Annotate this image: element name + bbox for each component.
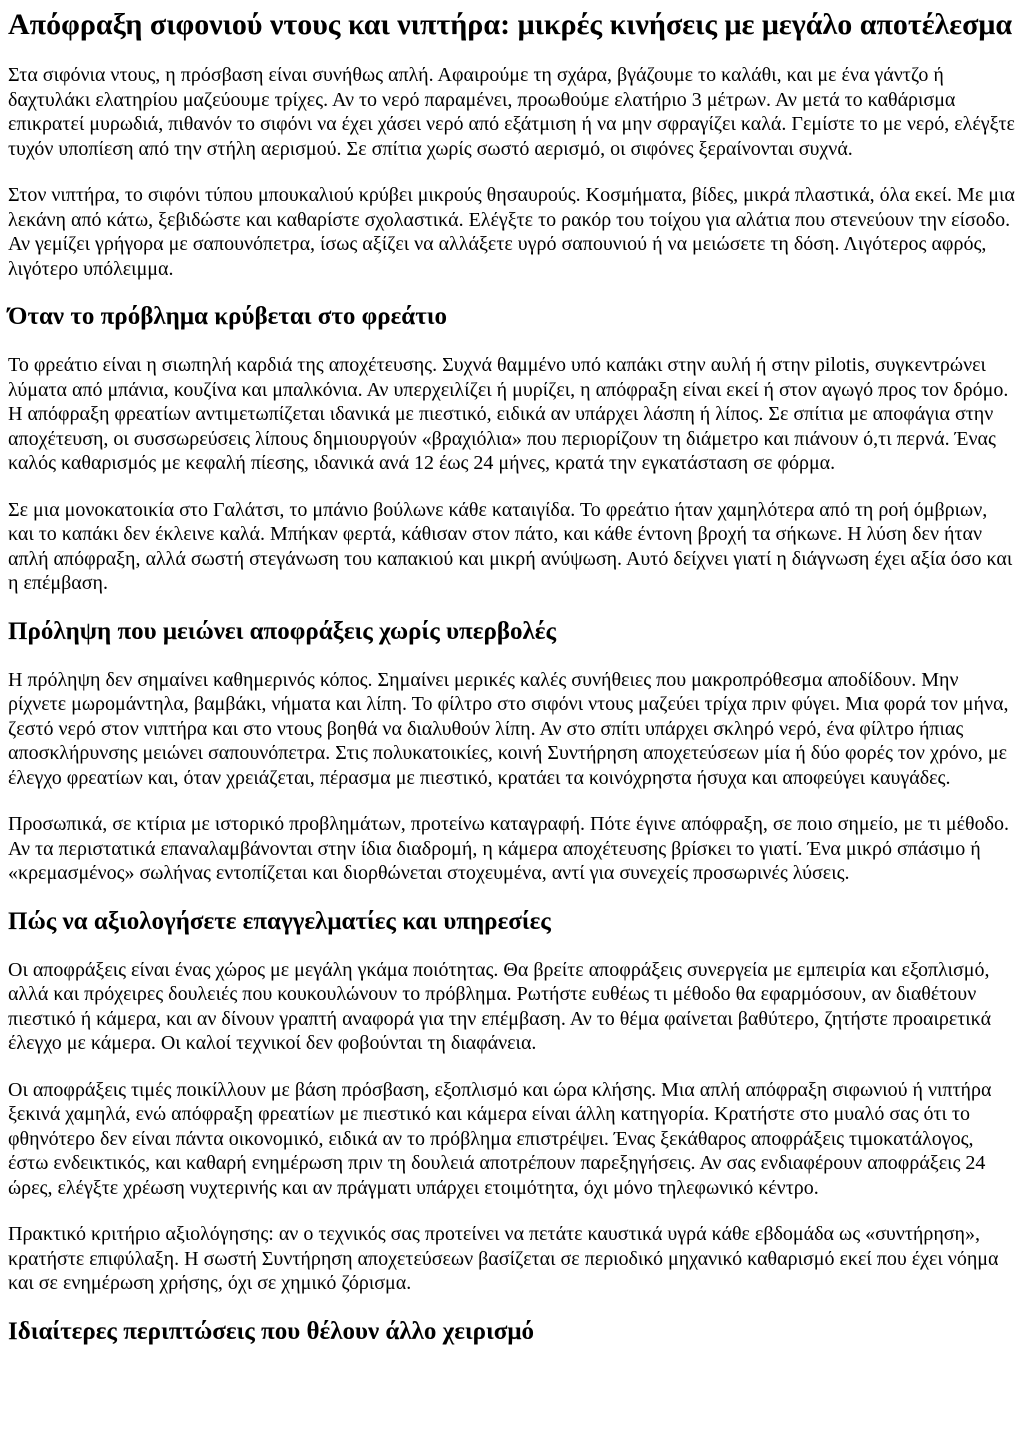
section-heading-freatio: Όταν το πρόβλημα κρύβεται στο φρεάτιο [8, 303, 448, 330]
intro-paragraph-1: Στα σιφόνια ντους, η πρόσβαση είναι συνήθως απλή. Αφαιρούμε τη σχάρα, βγάζουμε το καλάθι, και με ένα γάντζο ή δαχτυλάκι ελατηρίου μαζεύουμε τρίχες. Αν το νερό παραμένει, προωθούμε ελατήριο 3 μέτρων. Αν μετά το καθάρισμα επικρατεί μυρωδιά, πιθανόν το σιφόνι να έχει χάσει νερό από εξάτμιση ή να μην σφραγίζει καλά. Γεμίστε το με νερό, ελέγξτε τυχόν υποπίεση από την στήλη αερισμού. Σε σπίτια χωρίς σωστό αερισμό, οι σιφόνες ξεραίνονται συχνά. [8, 64, 1015, 160]
section-paragraph: Πρακτικό κριτήριο αξιολόγησης: αν ο τεχνικός σας προτείνει να πετάτε καυστικά υγρά κάθε εβδομάδα ως «συντήρηση», κρατήστε επιφύλαξη. Η σωστή Συντήρηση αποχετεύσεων βασίζεται σε περιοδικό μηχανικό καθαρισμό εκεί που έχει νόημα και σε ενημέρωση χρήσης, όχι σε χημικό ζόρισμα. [8, 1223, 999, 1294]
section-paragraph: Η πρόληψη δεν σημαίνει καθημερινός κόπος. Σημαίνει μερικές καλές συνήθειες που μακροπρόθεσμα αποδίδουν. Μην ρίχνετε μωρομάντηλα, βαμβάκι, νήματα και λίπη. Το φίλτρο στο σιφόνι ντους μαζεύει τρίχα πριν φύγει. Μια φορά τον μήνα, ζεστό νερό στον νιπτήρα και στο ντους βοηθά να διαλυθούν λίπη. Αν στο σπίτι υπάρχει σκληρό νερό, ένα φίλτρο ήπιας αποσκλήρυνσης μειώνει σαπουνόπετρα. Στις πολυκατοικίες, κοινή Συντήρηση αποχετεύσεων μία ή δύο φορές τον χρόνο, με έλεγχο φρεατίων και, όταν χρειάζεται, πέρασμα με πιεστικό, κρατάει τα κοινόχρηστα ήσυχα και αποφεύγει καυγάδες. [8, 668, 1009, 789]
section-heading-axiologisi: Πώς να αξιολογήσετε επαγγελματίες και υπηρεσίες [8, 907, 551, 935]
section-heading-prolipsi: Πρόληψη που μειώνει αποφράξεις χωρίς υπερβολές [8, 617, 556, 645]
page-title: Απόφραξη σιφονιού ντους και νιπτήρα: μικρές κινήσεις με μεγάλο αποτέλεσμα [8, 8, 1013, 41]
section-paragraph: Οι αποφράξεις τιμές ποικίλλουν με βάση πρόσβαση, εξοπλισμό και ώρα κλήσης. Μια απλή απόφραξη σιφωνιού ή νιπτήρα ξεκινά χαμηλά, ενώ απόφραξη φρεατίων με πιεστικό και κάμερα είναι άλλη κατηγορία. Κρατήστε στο μυαλό σας ότι το φθηνότερο δεν είναι πάντα οικονομικό, ειδικά αν το πρόβλημα επιστρέψει. Ένας ξεκάθαρος αποφράξεις τιμοκατάλογος, έστω ενδεικτικός, και καθαρή ενημέρωση πριν τη δουλειά αποτρέπουν παρεξηγήσεις. Αν σας ενδιαφέρουν αποφράξεις 24 ώρες, ελέγξτε χρέωση νυχτερινής και αν πράγματι υπάρχει ετοιμότητα, όχι μόνο τηλεφωνικό κέντρο. [8, 1078, 992, 1199]
section-paragraph: Σε μια μονοκατοικία στο Γαλάτσι, το μπάνιο βούλωνε κάθε καταιγίδα. Το φρεάτιο ήταν χαμηλότερα από τη ροή όμβριων, και το καπάκι δεν έκλεινε καλά. Μπήκαν φερτά, κάθισαν στον πάτο, και κάθε έντονη βροχή τα σήκωνε. Η λύση δεν ήταν απλή απόφραξη, αλλά σωστή στεγάνωση του καπακιού και μικρή ανύψωση. Αυτό δείχνει γιατί η διάγνωση έχει αξία όσο και η επέμβαση. [8, 498, 1013, 594]
section-paragraph: Προσωπικά, σε κτίρια με ιστορικό προβλημάτων, προτείνω καταγραφή. Πότε έγινε απόφραξη, σε ποιο σημείο, με τι μέθοδο. Αν τα περιστατικά επαναλαμβάνονται στην ίδια διαδρομή, η κάμερα αποχέτευσης βρίσκει το γιατί. Ένα μικρό σπάσιμο ή «κρεμασμένος» σωλήνας εντοπίζεται και διορθώνεται στοχευμένα, αντί για συνεχείς προσωρινές λύσεις. [8, 813, 1009, 884]
article [8, 8, 1016, 1346]
intro-paragraph-2: Στον νιπτήρα, το σιφόνι τύπου μπουκαλιού κρύβει μικρούς θησαυρούς. Κοσμήματα, βίδες, μικρά πλαστικά, όλα εκεί. Με μια λεκάνη από κάτω, ξεβιδώστε και καθαρίστε σχολαστικά. Ελέγξτε το ρακόρ του τοίχου για αλάτια που στενεύουν την είσοδο. Αν γεμίζει γρήγορα με σαπουνόπετρα, ίσως αξίζει να αλλάξετε υγρό σαπουνιού ή να μειώσετε τη δόση. Λιγότερος αφρός, λιγότερο υπόλειμμα. [8, 184, 1015, 280]
section-paragraph: Οι αποφράξεις είναι ένας χώρος με μεγάλη γκάμα ποιότητας. Θα βρείτε αποφράξεις συνεργεία με εμπειρία και εξοπλισμό, αλλά και πρόχειρες δουλειές που κουκουλώνουν το πρόβλημα. Ρωτήστε ευθέως τι μέθοδο θα εφαρμόσουν, αν διαθέτουν πιεστικό ή κάμερα, και αν δίνουν γραπτή αναφορά για την επέμβαση. Αν το θέμα φαίνεται βαθύτερο, ζητήστε προαιρετικά έλεγχο με κάμερα. Οι καλοί τεχνικοί δεν φοβούνται τη διαφάνεια. [8, 958, 992, 1054]
section-heading-idiaiteres: Ιδιαίτερες περιπτώσεις που θέλουν άλλο χειρισμό [8, 1317, 535, 1345]
section-paragraph: Το φρεάτιο είναι η σιωπηλή καρδιά της αποχέτευσης. Συχνά θαμμένο υπό καπάκι στην αυλή ή στην pilotis, συγκεντρώνει λύματα από μπάνια, κουζίνα και μπαλκόνια. Αν υπερχειλίζει ή μυρίζει, η απόφραξη είναι εκεί ή στον αγωγό προς τον δρόμο. Η απόφραξη φρεατίων αντιμετωπίζεται ιδανικά με πιεστικό, ειδικά αν υπάρχει λάσπη ή λίπος. Σε σπίτια με αποφάγια στην αποχέτευση, οι συσσωρεύσεις λίπους δημιουργούν «βραχιόλια» που περιορίζουν τη διάμετρο και πιάνουν ό,τι περνά. Ένας καλός καθαρισμός με κεφαλή πίεσης, ιδανικά ανά 12 έως 24 μήνες, κρατά την εγκατάσταση σε φόρμα. [8, 354, 1009, 474]
